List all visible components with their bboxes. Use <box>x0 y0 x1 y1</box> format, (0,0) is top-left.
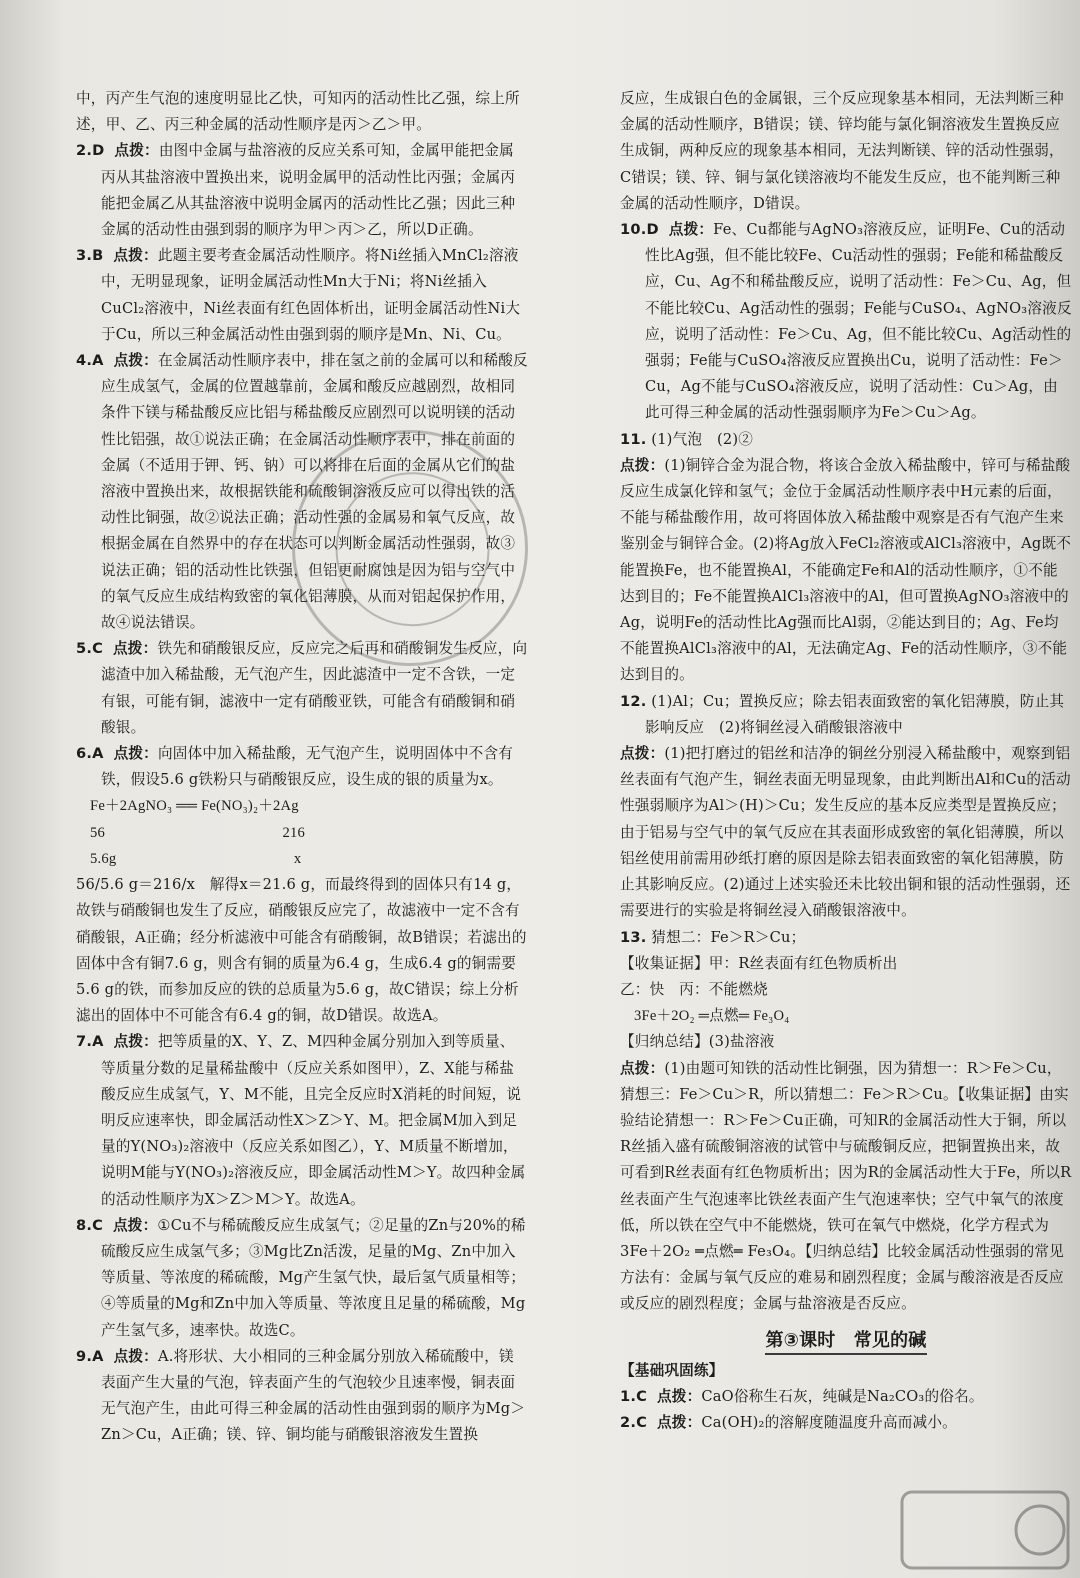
answer-text: 此题主要考查金属活动性顺序。将Ni丝插入MnCl₂溶液中，无明显现象，证明金属活动性Mn大于Ni；将Ni丝插入CuCl₂溶液中，Ni丝表面有红色固体析出，证明金属活动性Ni大于Cu，所以三种金属活动性由强到弱的顺序是Mn、Ni、Cu。 <box>101 247 521 343</box>
answer-text: (1)Al；Cu；置换反应；除去铝表面致密的氧化铝薄膜，防止其影响反应 (2)将铜丝浸入硝酸银溶液中 <box>645 692 1065 736</box>
answer-number: 4.A <box>76 352 104 370</box>
paragraph: 【归纳总结】(3)盐溶液 <box>620 1033 775 1051</box>
answer-number: 11. <box>620 430 647 448</box>
answer-text: A.将形状、大小相同的三种金属分别放入稀硫酸中，镁表面产生大量的气泡，锌表面产生的气泡较少且速率慢，铜表面无气泡产生，由此可得三种金属的活动性由强到弱的顺序为Mg＞Zn＞Cu，A正确；镁、锌、铜均能与硝酸银溶液发生置换 <box>101 1347 526 1444</box>
answer-text: (1)气泡 (2)② <box>651 430 754 448</box>
answer-number: 2.C <box>620 1414 648 1432</box>
answer-text: CaO俗称生石灰，纯碱是Na₂CO₃的俗名。 <box>701 1387 984 1405</box>
hint-label: 点拨： <box>657 1387 702 1405</box>
hint-label: 点拨： <box>113 1216 158 1234</box>
paragraph: 中，丙产生气泡的速度明显比乙快，可知丙的活动性比乙强，综上所述，甲、乙、丙三种金属的活动性顺序是丙＞乙＞甲。 <box>76 90 520 134</box>
answer-item <box>76 741 528 793</box>
answer-item <box>76 138 528 243</box>
answer-number: 6.A <box>76 745 104 763</box>
answer-number: 8.C <box>76 1216 104 1234</box>
answer-number: 7.A <box>76 1033 104 1051</box>
hint-label: 点拨： <box>620 1059 665 1077</box>
watermark-logo <box>900 1490 1070 1570</box>
answer-number: 13. <box>620 928 647 946</box>
answer-number: 9.A <box>76 1347 104 1365</box>
answer-item <box>620 427 1072 453</box>
answer-item <box>76 1213 528 1344</box>
answer-text: 在金属活动性顺序表中，排在氢之前的金属可以和稀酸反应生成氢气，金属的位置越靠前，金属和酸反应越剧烈，故相同条件下镁与稀盐酸反应比铝与稀盐酸反应剧烈可以说明镁的活动性比铝强，故①说法正确；在金属活动性顺序表中，排在前面的金属（不适用于钾、钙、钠）可以将排在后面的金属从它们的盐溶液中置换出来，故根据铁能和硫酸铜溶液反应可以得出铁的活动性比铜强，故②说法正确；活动性强的金属易和氧气反应，故根据金属在自然界中的存在状态可以判断金属活动性强弱，故③说法正确；铝的活动性比铁强，但铝更耐腐蚀是因为铝与空气中的氧气反应生成结构致密的氧化铝薄膜，从而对铝起保护作用，故④说法错误。 <box>101 352 528 632</box>
answer-number: 5.C <box>76 640 104 658</box>
equation-line: 3Fe＋2O₂ ═点燃═ Fe₃O₄ <box>634 1008 790 1025</box>
equation-line: Fe＋2AgNO₃ ══ Fe(NO₃)₂＋2Ag <box>90 798 299 815</box>
answer-number: 3.B <box>76 247 104 265</box>
paragraph <box>620 1056 1072 1318</box>
hint-label: 点拨： <box>657 1414 702 1432</box>
answer-number: 12. <box>620 692 647 710</box>
hint-label: 点拨： <box>113 640 158 658</box>
answer-item <box>620 1384 1072 1410</box>
section-title-text: 第③课时 常见的碱 <box>765 1330 926 1355</box>
answer-item <box>620 925 1072 951</box>
answer-item <box>76 1029 528 1212</box>
answer-item <box>76 1344 528 1449</box>
answer-text: Fe、Cu都能与AgNO₃溶液反应，证明Fe、Cu的活动性比Ag强，但不能比较Fe、Cu活动性的强弱；Fe能和稀盐酸反应，Cu、Ag不和稀盐酸反应，说明了活动性：Fe＞Cu、Ag，但不能比较Cu、Ag活动性的强弱；Fe能与CuSO₄、AgNO₃溶液反应，说明了活动性：Fe＞Cu、Ag，但不能比较Cu、Ag活动性的强弱；Fe能与CuSO₄溶液反应置换出Cu，说明了活动性：Fe＞Cu，Ag不能与CuSO₄溶液反应，说明了活动性：Cu＞Ag，由此可得三种金属的活动性强弱顺序为Fe＞Cu＞Ag。 <box>645 221 1072 422</box>
paragraph-text: (1)铜锌合金为混合物，将该合金放入稀盐酸中，锌可与稀盐酸反应生成氯化锌和氢气；金位于金属活动性顺序表中H元素的后面，不能与稀盐酸作用，故可将固体放入稀盐酸中观察是否有气泡产生来鉴别金与铜锌合金。(2)将Ag放入FeCl₂溶液或AlCl₃溶液中，Ag既不能置换Fe，也不能置换Al，不能确定Fe和Al的活动性顺序，①不能达到目的；Fe不能置换AlCl₃溶液中的Al，但可置换AgNO₃溶液中的Ag，说明Fe的活动性比Ag强而比Al弱，②能达到目的；Ag、Fe均不能置换AlCl₃溶液中的Al，无法确定Ag、Fe的活动性顺序，③不能达到目的。 <box>620 456 1072 684</box>
hint-label: 点拨： <box>620 456 665 474</box>
hint-label: 点拨： <box>113 1347 158 1365</box>
paragraph <box>620 453 1072 689</box>
hint-label: 点拨： <box>114 142 159 160</box>
equation-line: 56 216 <box>90 824 306 841</box>
answer-text: 铁先和硝酸银反应，反应完之后再和硝酸铜发生反应，向滤渣中加入稀盐酸，无气泡产生，因此滤渣中一定不含铁，一定有银，可能有铜，滤液中一定有硝酸亚铁，可能含有硝酸铜和硝酸银。 <box>101 640 528 736</box>
answer-text: 猜想二：Fe＞R＞Cu； <box>651 928 806 946</box>
hint-label: 点拨： <box>668 221 714 239</box>
answer-number: 10.D <box>620 221 659 239</box>
answer-item <box>76 243 528 348</box>
answer-text: ①Cu不与稀硫酸反应生成氢气；②足量的Zn与20%的稀硫酸反应生成氢气多；③Mg比Zn活泼，足量的Mg、Zn中加入等质量、等浓度的稀硫酸，Mg产生氢气快，最后氢气质量相等；④等质量的Mg和Zn中加入等质量、等浓度且足量的稀硫酸，Mg产生氢气多，速率快。故选C。 <box>101 1216 526 1339</box>
answer-text: 向固体中加入稀盐酸，无气泡产生，说明固体中不含有铁，假设5.6 g铁粉只与硝酸银反应，设生成的银的质量为x。 <box>101 745 514 789</box>
answer-text: 由图中金属与盐溶液的反应关系可知，金属甲能把金属丙从其盐溶液中置换出来，说明金属甲的活动性比丙强；金属丙能把金属乙从其盐溶液中说明金属丙的活动性比乙强；因此三种金属的活动性由强到弱的顺序为甲＞丙＞乙，所以D正确。 <box>101 142 516 239</box>
paragraph: 56/5.6 g＝216/x 解得x＝21.6 g，而最终得到的固体只有14 g，故铁与硝酸铜也发生了反应，硝酸银反应完了，故滤液中一定不含有硝酸银，A正确；经分析滤液中可能含有硝酸铜，故B错误；若滤出的固体中含有铜7.6 g，则含有铜的质量为6.4 g，生成6.4 g的铜需要5.6 g的铁，而参加反应的铁的总质量为5.6 g，故C错误；综上分析滤出的固体中不可能含有6.4 g的铜，故D错误。故选A。 <box>76 876 527 1025</box>
answer-text: Ca(OH)₂的溶解度随温度升高而减小。 <box>701 1414 957 1432</box>
hint-label: 点拨： <box>113 352 158 370</box>
answer-number: 1.C <box>620 1387 648 1405</box>
section-title <box>620 1328 1072 1354</box>
paragraph-text: (1)把打磨过的铝丝和洁净的铜丝分别浸入稀盐酸中，观察到铝丝表面有气泡产生，铜丝表面无明显现象，由此判断出Al和Cu的活动性强弱顺序为Al＞(H)＞Cu；发生反应的基本反应类型是置换反应；由于铝易与空气中的氧气反应在其表面形成致密的氧化铝薄膜，所以铝丝使用前需用砂纸打磨的原因是除去铝表面致密的氧化铝薄膜，防止其影响反应。(2)通过上述实验还未比较出铜和银的活动性强弱，还需要进行的实验是将铜丝浸入硝酸银溶液中。 <box>620 745 1071 920</box>
answer-item <box>620 1410 1072 1436</box>
hint-label: 点拨： <box>113 745 158 763</box>
paragraph: 【收集证据】甲：R丝表面有红色物质析出 <box>620 954 898 972</box>
answer-number: 2.D <box>76 142 105 160</box>
paragraph-text: (1)由题可知铁的活动性比铜强，因为猜想一：R＞Fe＞Cu，猜想三：Fe＞Cu＞R，所以猜想二：Fe＞R＞Cu。【收集证据】由实验结论猜想一：R＞Fe＞Cu正确，可知R的金属活动性大于铜，所以R丝插入盛有硫酸铜溶液的试管中与硫酸铜反应，把铜置换出来，故可看到R丝表面有红色物质析出；因为R的金属活动性大于Fe，所以R丝表面产生气泡速率比铁丝表面产生气泡速率快；空气中氧气的浓度低，所以铁在空气中不能燃烧，铁可在氧气中燃烧，化学方程式为3Fe＋2O₂ ═点燃═ Fe₃O₄。【归纳总结】比较金属活动性强弱的常见方法有：金属与氧气反应的难易和剧烈程度；金属与酸溶液是否反应或反应的剧烈程度；金属与盐溶液是否反应。 <box>620 1059 1072 1313</box>
equation-line: 5.6g x <box>90 850 302 867</box>
right-column <box>620 86 1072 1436</box>
hint-label: 点拨： <box>113 247 158 265</box>
left-column <box>76 86 528 1449</box>
hint-label: 点拨： <box>620 745 665 763</box>
answer-item <box>620 689 1072 741</box>
paragraph: 乙：快 丙：不能燃烧 <box>620 980 768 998</box>
answer-text: 把等质量的X、Y、Z、M四种金属分别加入到等质量、等质量分数的足量稀盐酸中（反应关系如图甲），Z、X能与稀盐酸反应生成氢气，Y、M不能，且完全反应时X消耗的时间短，说明反应速率快，即金属活动性X＞Z＞Y、M。把金属M加入到足量的Y(NO₃)₂溶液中（反应关系如图乙），Y、M质量不断增加，说明M能与Y(NO₃)₂溶液反应，即金属活动性M＞Y。故四种金属的活动性顺序为X＞Z＞M＞Y。故选A。 <box>101 1033 526 1208</box>
hint-label: 点拨： <box>113 1033 158 1051</box>
paragraph: 反应，生成银白色的金属银，三个反应现象基本相同，无法判断三种金属的活动性顺序，B错误；镁、锌均能与氯化铜溶液发生置换反应生成铜，两种反应的现象基本相同，无法判断镁、锌的活动性强弱，C错误；镁、锌、铜与氯化镁溶液均不能发生反应，也不能判断三种金属的活动性顺序，D错误。 <box>620 90 1064 212</box>
subsection-heading: 【基础巩固练】 <box>620 1361 724 1379</box>
answer-item <box>620 217 1072 427</box>
paragraph <box>620 741 1072 924</box>
